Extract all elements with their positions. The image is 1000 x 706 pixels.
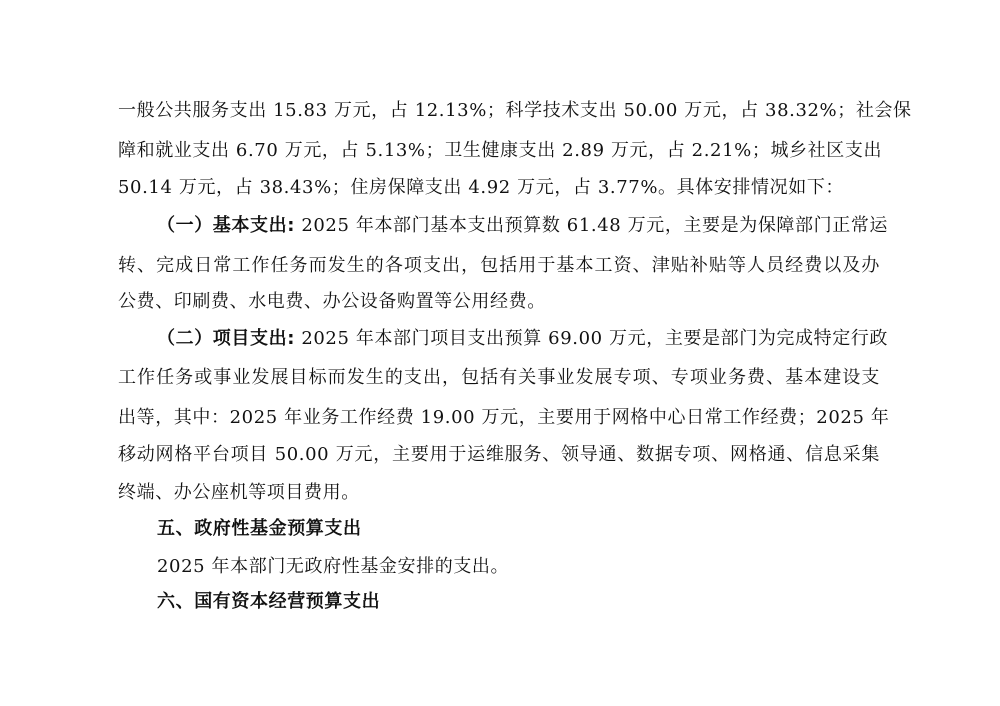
basic-expenditure-line-2: 转、完成日常工作任务而发生的各项支出，包括用于基本工资、津贴补贴等人员经费以及办 xyxy=(118,255,880,276)
section-6-heading: 六、国有资本经营预算支出 xyxy=(157,591,381,612)
basic-expenditure-line-3: 公费、印刷费、水电费、办公设备购置等公用经费。 xyxy=(118,291,546,312)
project-expenditure-label: （二）项目支出: xyxy=(157,328,295,349)
section-5-text: 2025 年本部门无政府性基金安排的支出。 xyxy=(157,556,510,577)
section-5-heading: 五、政府性基金预算支出 xyxy=(157,518,362,539)
basic-expenditure-paragraph-start xyxy=(157,213,889,239)
project-expenditure-line-5: 终端、办公座机等项目费用。 xyxy=(118,482,360,503)
basic-expenditure-text: 2025 年本部门基本支出预算数 61.48 万元，主要是为保障部门正常运 xyxy=(295,215,889,236)
intro-line-2: 障和就业支出 6.70 万元，占 5.13%；卫生健康支出 2.89 万元，占 2.21%；城乡社区支出 xyxy=(118,140,883,161)
project-expenditure-paragraph-start xyxy=(157,326,889,352)
intro-line-3: 50.14 万元，占 38.43%；住房保障支出 4.92 万元，占 3.77%。具体安排情况如下： xyxy=(118,177,845,198)
project-expenditure-line-2: 工作任务或事业发展目标而发生的支出，包括有关事业发展专项、专项业务费、基本建设支 xyxy=(118,367,880,388)
project-expenditure-line-3: 出等，其中：2025 年业务工作经费 19.00 万元，主要用于网格中心日常工作经费；2025 年 xyxy=(118,407,890,428)
basic-expenditure-label: （一）基本支出: xyxy=(157,215,295,236)
project-expenditure-text: 2025 年本部门项目支出预算 69.00 万元，主要是部门为完成特定行政 xyxy=(295,328,889,349)
project-expenditure-line-4: 移动网格平台项目 50.00 万元，主要用于运维服务、领导通、数据专项、网格通、信息采集 xyxy=(118,444,880,465)
intro-line-1: 一般公共服务支出 15.83 万元，占 12.13%；科学技术支出 50.00 万元，占 38.32%；社会保 xyxy=(118,100,912,121)
